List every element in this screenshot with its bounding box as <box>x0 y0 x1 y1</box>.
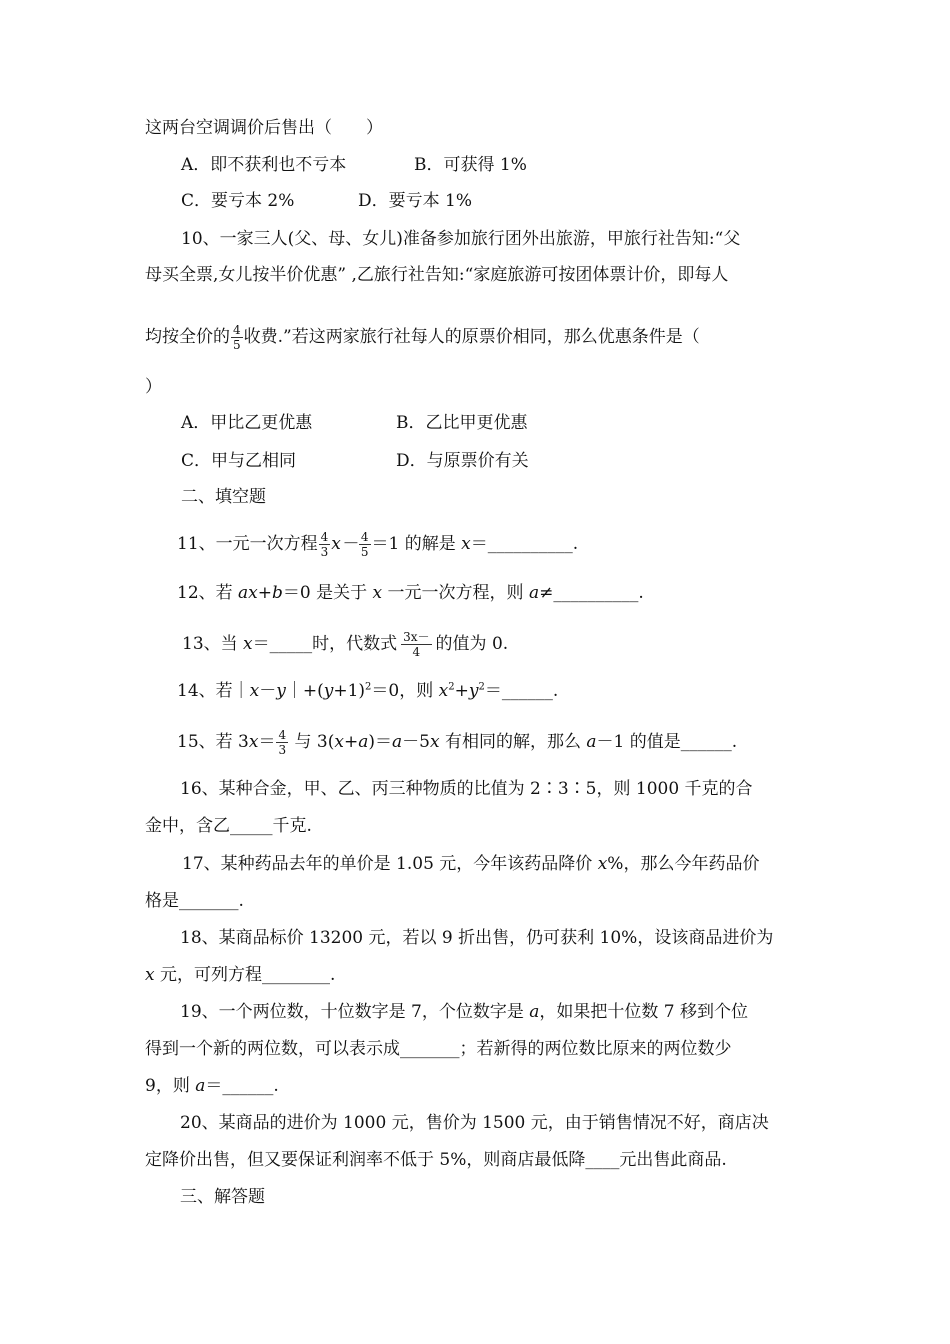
q16-line-1: 16、某种合金，甲、乙、丙三种物质的比值为 2∶3∶5，则 1000 千克的合 <box>180 779 753 799</box>
section-answer-heading: 三、解答题 <box>180 1187 265 1207</box>
q10-line-2: 母买全票,女儿按半价优惠” ,乙旅行社告知:“家庭旅游可按团体票计价，即每人 <box>145 265 729 285</box>
fraction-four-thirds: $\frac{4}{3}$ <box>278 728 287 757</box>
q14: 14、若$|x-y|+(y+1)^2=0$，则 $x^2+y^2=\_\_\_\_\_\_$. <box>177 681 559 701</box>
q12: 12、若 ax+b＝0 是关于 x 一元一次方程，则 a≠__________. <box>177 583 644 603</box>
fraction-four-thirds: $\frac{4}{3}$ <box>320 530 329 559</box>
q9-option-a: A．即不获利也不亏本 <box>181 155 347 175</box>
q10-option-b: B．乙比甲更优惠 <box>396 413 528 433</box>
q11: 11、一元一次方程 $\frac{4}{3}$ x－ $\frac{4}{5}$ ＝1 的解是 x＝__________. <box>177 530 579 559</box>
q20-line-2: 定降价出售，但又要保证利润率不低于 5%，则商店最低降____元出售此商品. <box>145 1150 727 1170</box>
q16-line-2: 金中，含乙_____千克. <box>145 816 312 836</box>
fraction-four-fifths: $\frac{4}{5}$ <box>233 323 241 352</box>
q19-line-3: 9，则 a＝______. <box>145 1076 279 1096</box>
q9-option-c: C．要亏本 2% <box>181 191 295 211</box>
q9-option-b: B．可获得 1% <box>414 155 527 175</box>
q20-line-1: 20、某商品的进价为 1000 元，售价为 1500 元，由于销售情况不好，商店决 <box>180 1113 769 1133</box>
q9-option-d: D．要亏本 1% <box>358 191 473 211</box>
q10-line-1: 10、一家三人(父、母、女儿)准备参加旅行团外出旅游，甲旅行社告知:“父 <box>181 229 741 249</box>
q10-line-4: ） <box>145 377 162 397</box>
q10-option-c: C．甲与乙相同 <box>181 451 297 471</box>
q9-stem-end: 这两台空调调价后售出（ ） <box>145 118 383 138</box>
q19-line-1: 19、一个两位数，十位数字是 7，个位数字是 a，如果把十位数 7 移到个位 <box>180 1002 749 1022</box>
q18-line-2: x 元，可列方程________. <box>145 965 336 985</box>
q17-line-1: 17、某种药品去年的单价是 1.05 元，今年该药品降价 x%，那么今年药品价 <box>182 854 760 874</box>
q19-line-2: 得到一个新的两位数，可以表示成_______；若新得的两位数比原来的两位数少 <box>145 1039 732 1059</box>
section-fill-in-heading: 二、填空题 <box>181 487 266 507</box>
q10-option-d: D．与原票价有关 <box>396 451 529 471</box>
fraction-expression: $\frac{3x-}{4}$ <box>403 630 430 659</box>
q17-line-2: 格是_______. <box>145 891 244 911</box>
q10-option-a: A．甲比乙更优惠 <box>181 413 313 433</box>
q13: 13、当 x＝_____时，代数式 $\frac{3x-}{4}$ 的值为 0. <box>182 630 509 659</box>
fraction-four-fifths: $\frac{4}{5}$ <box>360 530 369 559</box>
q10-line-3: 均按全价的 $\frac{4}{5}$ 收费.”若这两家旅行社每人的原票价相同，那么优惠条件是（ <box>145 323 700 352</box>
q18-line-1: 18、某商品标价 13200 元，若以 9 折出售，仍可获利 10%，设该商品进价为 <box>180 928 774 948</box>
q15: 15、若 3x＝ $\frac{4}{3}$ 与 3(x+a)＝a－5x 有相同的解，那么 a－1 的值是______. <box>177 728 738 757</box>
